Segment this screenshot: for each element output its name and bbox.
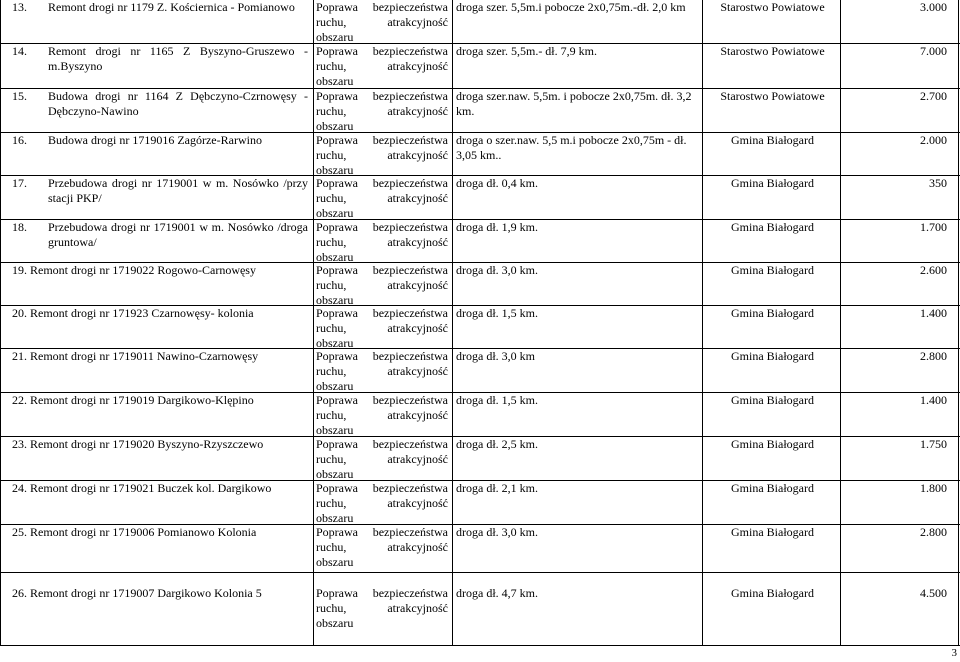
goal-word: obszaru <box>316 74 354 88</box>
goal-word: ruchu, <box>316 59 347 73</box>
project-name-text: Remont drogi nr 1719006 Pomianowo Kolonia <box>30 525 257 539</box>
project-description: droga szer. 5,5m.i pobocze 2x0,75m.-dł. 2,0 km <box>456 0 686 14</box>
project-description: droga dł. 0,4 km. <box>456 176 538 190</box>
goal-word: ruchu, <box>316 104 347 118</box>
project-name-text: Remont drogi nr 1719022 Rogowo-Carnowęsy <box>30 263 256 277</box>
project-amount: 2.700 <box>920 89 947 103</box>
goal-word: obszaru <box>316 119 354 133</box>
project-name-text: Remont drogi nr 1719020 Byszyno-Rzyszczewo <box>30 437 264 451</box>
row-number: 13. <box>12 0 27 14</box>
project-name: Remont drogi nr 1179 Z. Kościernica - Pomianowo <box>48 0 295 14</box>
goal-word: atrakcyjność <box>387 496 448 510</box>
project-amount: 1.750 <box>920 437 947 451</box>
responsible-institution: Gmina Białogard <box>731 349 814 363</box>
column-divider <box>702 0 703 645</box>
project-description: droga szer. 5,5m.- dł. 7,9 km. <box>456 44 597 58</box>
column-divider <box>840 0 841 645</box>
goal-word: obszaru <box>316 163 354 177</box>
row-number: 14. <box>12 44 27 58</box>
goal-word: ruchu, <box>316 452 347 466</box>
project-amount: 350 <box>929 176 947 190</box>
goal-word: ruchu, <box>316 496 347 510</box>
project-name: Budowa drogi nr 1164 Z Dębczyno-Czrnowęsy - Dębczyno-Nawino <box>48 89 308 118</box>
project-amount: 1.400 <box>920 306 947 320</box>
project-description: droga dł. 4,7 km. <box>456 586 538 600</box>
goal-word: bezpieczeństwa <box>372 220 448 234</box>
goal-word: obszaru <box>316 250 354 264</box>
goal-word: bezpieczeństwa <box>372 586 448 600</box>
project-goal <box>316 89 448 134</box>
project-description: droga dł. 1,9 km. <box>456 220 538 234</box>
project-name-text: Remont drogi nr 1719007 Dargikowo Kolonia 5 <box>30 586 262 600</box>
responsible-institution: Gmina Białogard <box>731 437 814 451</box>
responsible-institution: Starostwo Powiatowe <box>720 0 825 14</box>
project-goal <box>316 437 448 482</box>
table-border-left <box>0 0 1 645</box>
row-number: 21. <box>12 349 27 363</box>
goal-word: Poprawa <box>316 586 358 600</box>
project-goal <box>316 133 448 178</box>
goal-word: Poprawa <box>316 220 358 234</box>
goal-word: obszaru <box>316 423 354 437</box>
project-name <box>12 481 308 496</box>
goal-word: Poprawa <box>316 133 358 147</box>
project-amount: 7.000 <box>920 44 947 58</box>
goal-word: Poprawa <box>316 0 358 14</box>
goal-word: obszaru <box>316 555 354 569</box>
goal-word: obszaru <box>316 616 354 630</box>
project-name: Przebudowa drogi nr 1719001 w m. Nosówko /przy stacji PKP/ <box>48 176 308 205</box>
column-divider <box>313 0 314 645</box>
project-name-text: Remont drogi nr 1719011 Nawino-Czarnowęsy <box>30 349 259 363</box>
goal-word: bezpieczeństwa <box>372 0 448 14</box>
goal-word: Poprawa <box>316 263 358 277</box>
goal-word: atrakcyjność <box>387 191 448 205</box>
goal-word: ruchu, <box>316 15 347 29</box>
project-goal <box>316 44 448 89</box>
goal-word: atrakcyjność <box>387 540 448 554</box>
project-goal <box>316 263 448 308</box>
goal-word: atrakcyjność <box>387 235 448 249</box>
goal-word: bezpieczeństwa <box>372 176 448 190</box>
project-name <box>12 393 308 408</box>
project-name: Budowa drogi nr 1719016 Zagórze-Rarwino <box>48 133 262 147</box>
goal-word: Poprawa <box>316 481 358 495</box>
project-name: Remont drogi nr 1165 Z Byszyno-Gruszewo -m.Byszyno <box>48 44 308 73</box>
project-name: Przebudowa drogi nr 1719001 w m. Nosówko /droga gruntowa/ <box>48 220 308 249</box>
goal-word: bezpieczeństwa <box>372 481 448 495</box>
responsible-institution: Gmina Białogard <box>731 306 814 320</box>
row-number: 24. <box>12 481 27 495</box>
responsible-institution: Gmina Białogard <box>731 393 814 407</box>
goal-word: Poprawa <box>316 393 358 407</box>
goal-word: atrakcyjność <box>387 321 448 335</box>
goal-word: atrakcyjność <box>387 15 448 29</box>
goal-word: atrakcyjność <box>387 104 448 118</box>
project-amount: 2.600 <box>920 263 947 277</box>
row-number: 26. <box>12 586 27 600</box>
project-description: droga dł. 3,0 km. <box>456 263 538 277</box>
goal-word: Poprawa <box>316 525 358 539</box>
column-divider <box>452 0 453 645</box>
goal-word: obszaru <box>316 336 354 350</box>
goal-word: ruchu, <box>316 191 347 205</box>
goal-word: obszaru <box>316 379 354 393</box>
project-name <box>12 586 308 601</box>
project-name <box>12 349 308 364</box>
goal-word: ruchu, <box>316 408 347 422</box>
row-number: 19. <box>12 263 27 277</box>
responsible-institution: Starostwo Powiatowe <box>720 44 825 58</box>
goal-word: Poprawa <box>316 437 358 451</box>
project-goal <box>316 220 448 265</box>
goal-word: atrakcyjność <box>387 452 448 466</box>
project-description: droga szer.naw. 5,5m. i pobocze 2x0,75m. dł. 3,2 km. <box>456 89 692 118</box>
project-amount: 1.400 <box>920 393 947 407</box>
project-name-text: Remont drogi nr 1719021 Buczek kol. Dargikowo <box>30 481 272 495</box>
goal-word: atrakcyjność <box>387 364 448 378</box>
goal-word: bezpieczeństwa <box>372 89 448 103</box>
row-number: 16. <box>12 133 27 147</box>
goal-word: Poprawa <box>316 44 358 58</box>
goal-word: obszaru <box>316 293 354 307</box>
goal-word: ruchu, <box>316 601 347 615</box>
responsible-institution: Gmina Białogard <box>731 586 814 600</box>
goal-word: Poprawa <box>316 176 358 190</box>
goal-word: bezpieczeństwa <box>372 133 448 147</box>
project-name <box>12 525 308 540</box>
project-amount: 2.800 <box>920 525 947 539</box>
table-border-bottom <box>0 645 960 646</box>
project-amount: 1.700 <box>920 220 947 234</box>
table-border-right <box>958 0 959 645</box>
project-amount: 4.500 <box>920 586 947 600</box>
responsible-institution: Gmina Białogard <box>731 133 814 147</box>
goal-word: ruchu, <box>316 278 347 292</box>
goal-word: atrakcyjność <box>387 601 448 615</box>
goal-word: ruchu, <box>316 148 347 162</box>
responsible-institution: Gmina Białogard <box>731 263 814 277</box>
goal-word: bezpieczeństwa <box>372 393 448 407</box>
responsible-institution: Starostwo Powiatowe <box>720 89 825 103</box>
row-number: 17. <box>12 176 27 190</box>
project-goal <box>316 586 448 631</box>
row-number: 22. <box>12 393 27 407</box>
goal-word: bezpieczeństwa <box>372 437 448 451</box>
project-name <box>12 306 308 321</box>
goal-word: obszaru <box>316 511 354 525</box>
goal-word: Poprawa <box>316 306 358 320</box>
project-amount: 3.000 <box>920 0 947 14</box>
goal-word: bezpieczeństwa <box>372 306 448 320</box>
goal-word: bezpieczeństwa <box>372 263 448 277</box>
project-amount: 1.800 <box>920 481 947 495</box>
row-divider <box>0 572 960 573</box>
project-name <box>12 437 308 452</box>
goal-word: obszaru <box>316 467 354 481</box>
goal-word: bezpieczeństwa <box>372 349 448 363</box>
project-goal <box>316 0 448 45</box>
project-description: droga dł. 1,5 km. <box>456 393 538 407</box>
project-goal <box>316 393 448 438</box>
row-number: 20. <box>12 306 27 320</box>
project-goal <box>316 525 448 570</box>
goal-word: ruchu, <box>316 321 347 335</box>
project-name-text: Remont drogi nr 1719019 Dargikowo-Klępino <box>30 393 254 407</box>
project-goal <box>316 176 448 221</box>
goal-word: obszaru <box>316 206 354 220</box>
project-description: droga dł. 2,5 km. <box>456 437 538 451</box>
responsible-institution: Gmina Białogard <box>731 481 814 495</box>
goal-word: ruchu, <box>316 364 347 378</box>
project-goal <box>316 349 448 394</box>
project-description: droga dł. 1,5 km. <box>456 306 538 320</box>
project-amount: 2.000 <box>920 133 947 147</box>
goal-word: ruchu, <box>316 540 347 554</box>
responsible-institution: Gmina Białogard <box>731 220 814 234</box>
project-amount: 2.800 <box>920 349 947 363</box>
project-description: droga dł. 2,1 km. <box>456 481 538 495</box>
page-number: 3 <box>951 647 957 659</box>
goal-word: atrakcyjność <box>387 59 448 73</box>
goal-word: atrakcyjność <box>387 148 448 162</box>
row-number: 15. <box>12 89 27 103</box>
project-description: droga dł. 3,0 km. <box>456 525 538 539</box>
goal-word: ruchu, <box>316 235 347 249</box>
row-number: 25. <box>12 525 27 539</box>
project-name-text: Remont drogi nr 171923 Czarnowęsy- kolonia <box>30 306 254 320</box>
project-name <box>12 263 308 278</box>
goal-word: bezpieczeństwa <box>372 44 448 58</box>
project-goal <box>316 306 448 351</box>
responsible-institution: Gmina Białogard <box>731 176 814 190</box>
project-description: droga dł. 3,0 km <box>456 349 535 363</box>
goal-word: Poprawa <box>316 349 358 363</box>
project-description: droga o szer.naw. 5,5 m.i pobocze 2x0,75m - dł. 3,05 km.. <box>456 133 687 162</box>
project-goal <box>316 481 448 526</box>
row-number: 23. <box>12 437 27 451</box>
goal-word: bezpieczeństwa <box>372 525 448 539</box>
goal-word: atrakcyjność <box>387 278 448 292</box>
goal-word: obszaru <box>316 30 354 44</box>
responsible-institution: Gmina Białogard <box>731 525 814 539</box>
row-number: 18. <box>12 220 27 234</box>
goal-word: atrakcyjność <box>387 408 448 422</box>
goal-word: Poprawa <box>316 89 358 103</box>
